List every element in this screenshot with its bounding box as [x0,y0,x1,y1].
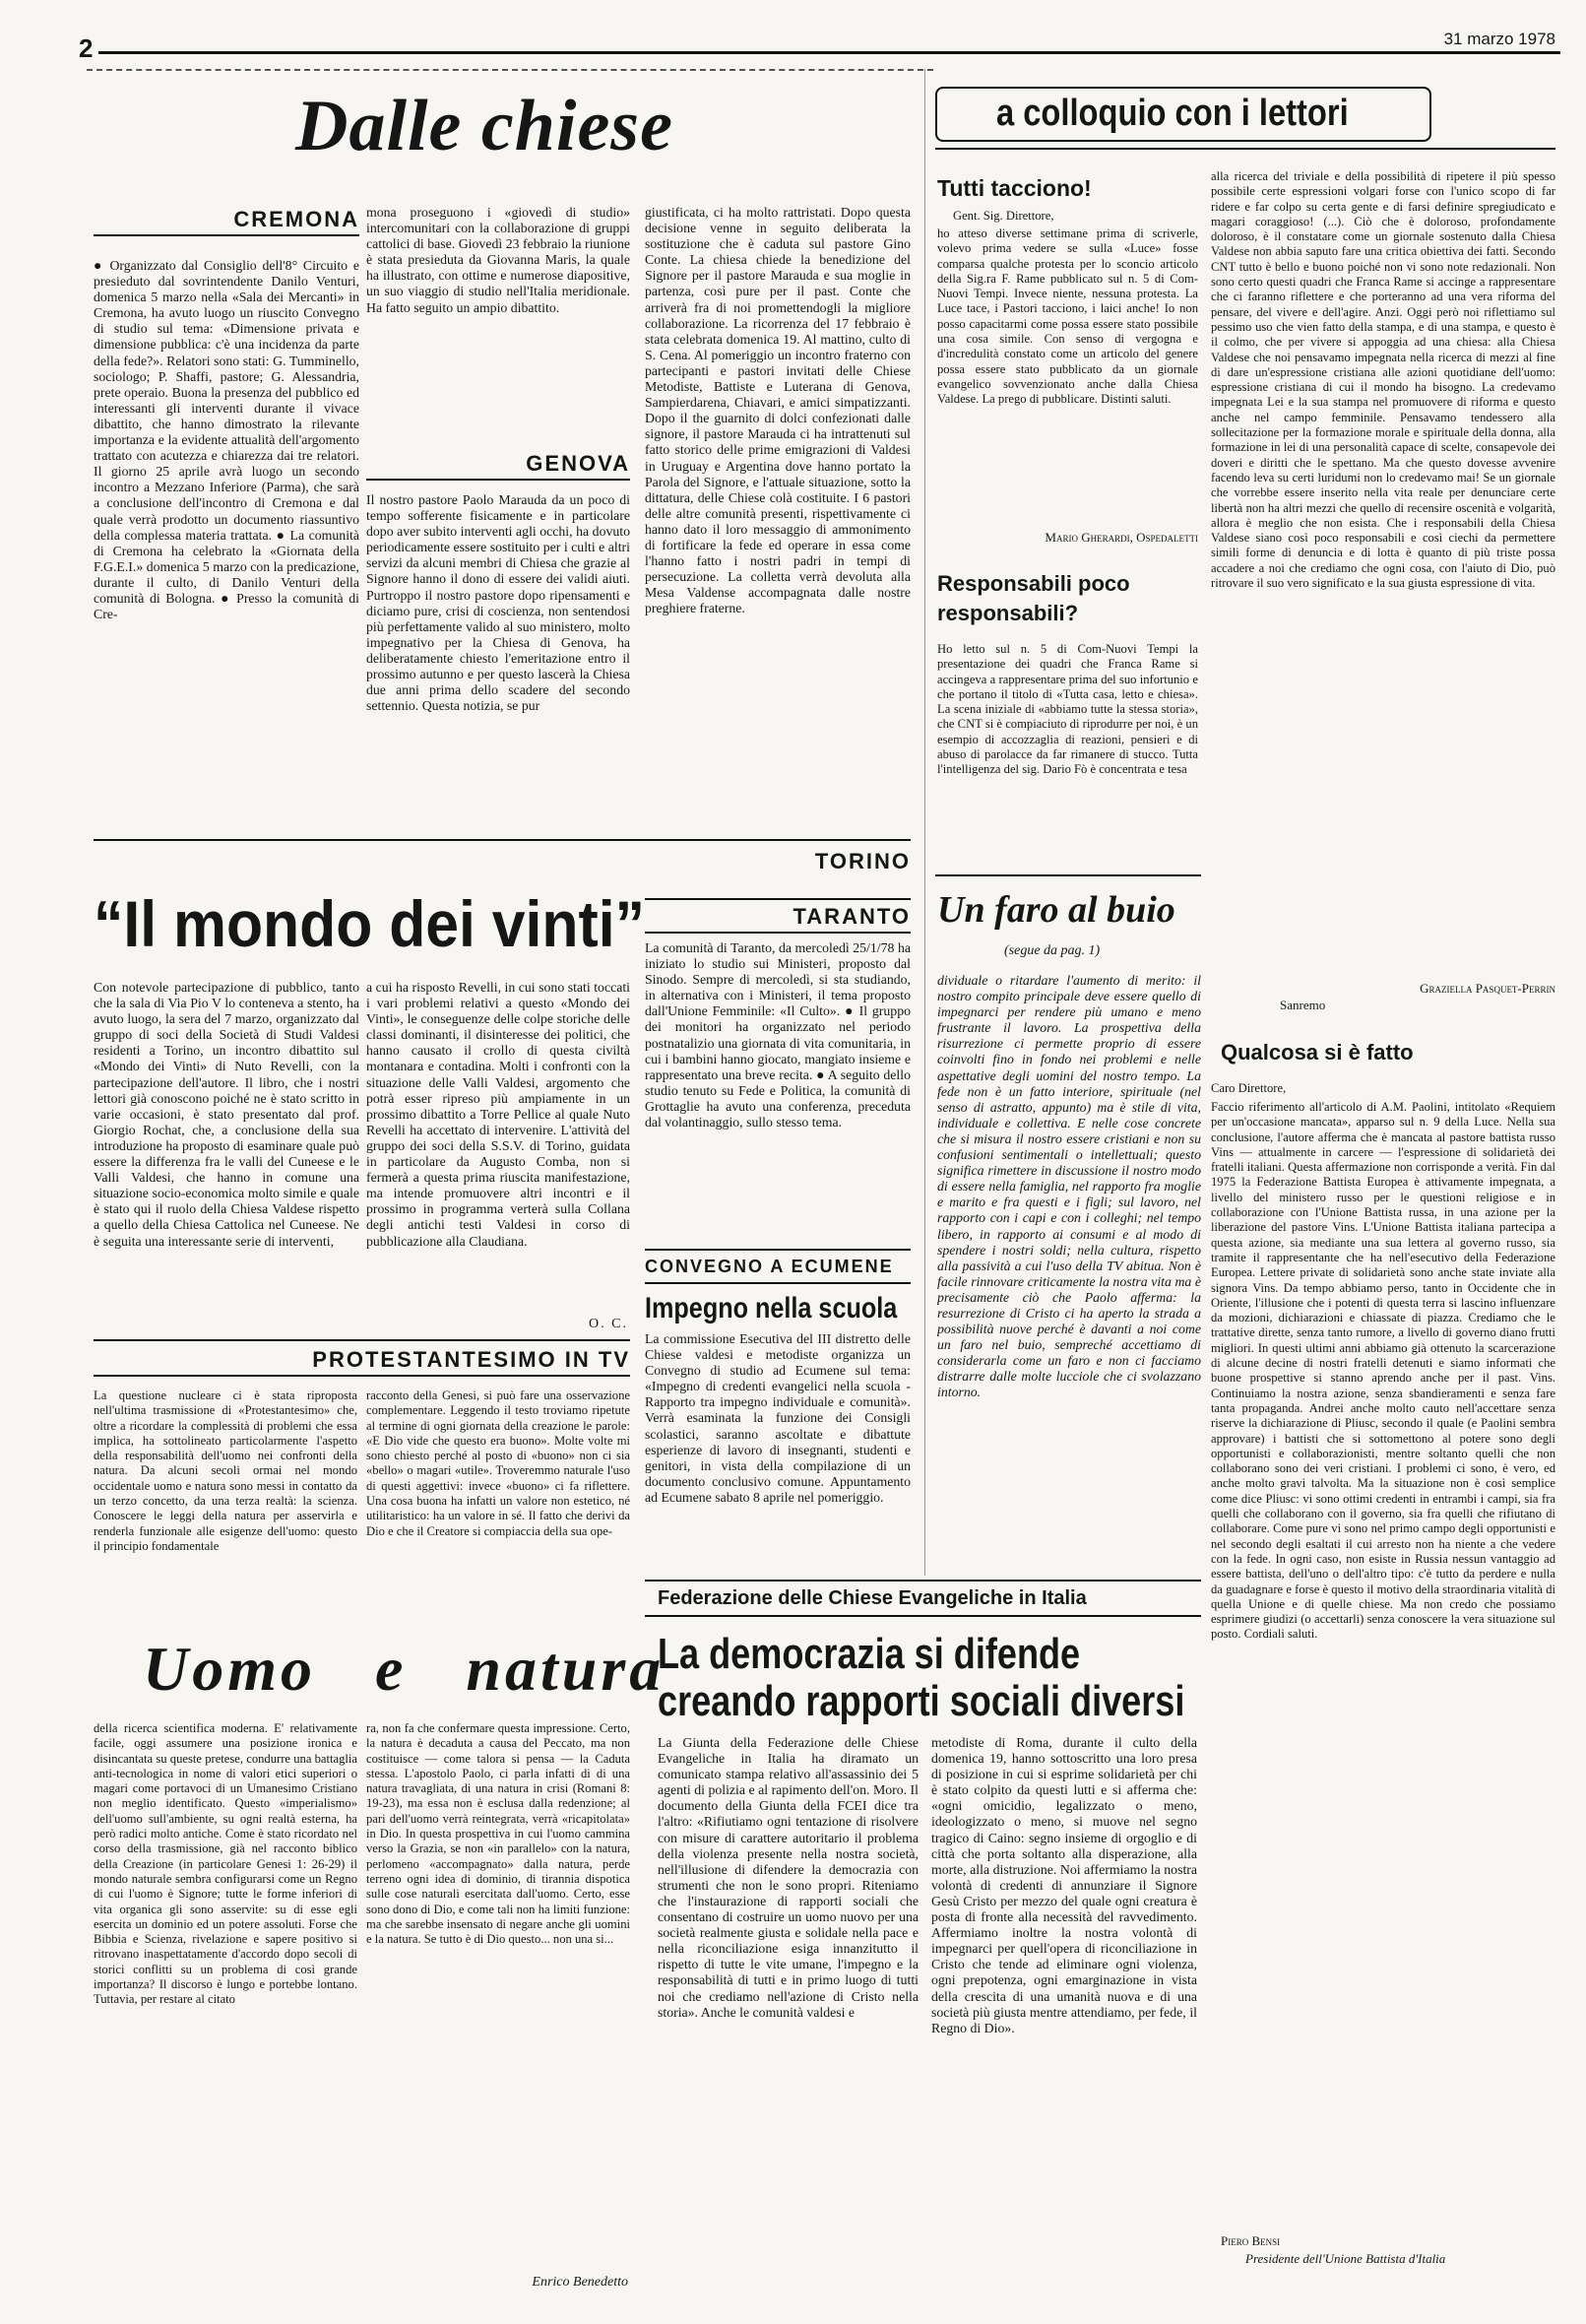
torino-text-col1: Con notevole partecipazione di pubblico, tanto che la sala di Via Pio V lo conteneva a stento, ha avuto luogo, la sera del 7 marzo, organizzato dal gruppo di soci della Società di Studi Valdesi residenti a Torino, un incontro dibattito sul «Mondo dei Vinti» di Nuto Revelli, con la partecipazione dell'autore. Il libro, che i nostri lettori già conoscono poiché ne è stato scritto in varie occasioni, è stato presentato dal prof. Giorgio Rochat, che, a conclusione della sua introduzione ha proposto di esaminare quale può essere la differenza fra le valli del Cuneese e le Valli Valdesi, che hanno in comune una situazione socio-economica molto simile e quale è stato qui il ruolo della Chiesa Valdese rispetto a quello della Chiesa Cattolica nel Cuneese. Ne è seguita una interessante serie di interventi, [94,980,359,1249]
cremona-text-col1: ● Organizzato dal Consiglio dell'8° Circuito e presieduto dal sovrintendente Danilo Venturi, domenica 5 marzo nella «Sala dei Mercanti» in Cremona, ha avuto luogo un riuscito Convegno di studio sul tema: «Dimensione privata e dimensione pubblica: c'è una incidenza da parte della fede?». Relatori sono stati: G. Tumminello, sociologo; P. Shaffi, pastore; G. Alessandria, prete operaio. Buona la presenza del pubblico ed interessanti gli interventi durante il vivace dibattito, che hanno dimostrato la rilevante importanza e la evidente attualità dell'argomento trattato con acutezza e chiarezza dai tre relatori. Il giorno 25 aprile avrà luogo un secondo incontro a Mezzano Inferiore (Parma), che sarà a conclusione dell'incontro di Cremona e dal quale verrà prodotto un documento riassuntivo della complessa materia trattata. ● La comunità di Cremona ha celebrato la «Giornata della F.G.E.I.» domenica 5 marzo con la predicazione, durante il culto, di Danilo Venturi della comunità di Bologna. ● Presso la comunità di Cre- [94,258,359,622]
taranto-rule [645,932,911,934]
lettori-right-col-text: alla ricerca del triviale e della possibilità di ripetere il più spesso possibile certe espressioni volgari forse con l'unico scopo di far ridere e far colpo su certa gente e di farsi definire spregiudicato e magari coraggioso! (...). Ciò che è doloroso, profondamente doloroso, è il constatare come un giornale sostenuto dalla Chiesa Valdese non abbia saputo fare una critica obiettiva dei fatti. Secondo CNT tutto è bello e buono poiché non vi sono note redazionali. Non sono certo questi quadri che Franca Rame si accinge a rappresentare che ci faranno riflettere e che porteranno ad una vera riforma del pensare, del vivere e dell'agire. Anzi. Oggi però noi riflettiamo sul pessimo uso che vien fatto della stampa, e di una stampa, e questo è il colmo, che per vivere si appoggia ad una chiesa: alla Chiesa Valdese che noi pensavamo impegnata nella ricerca di mezzi al fine di dare un'espressione cristiana alle azioni quotidiane dell'uomo: espressione cristiana di cui il mondo ha bisogno. La credevamo impegnata Lei e la sua stampa nel promuovere di riforma e questo anche nel campo femminile. Pensavamo tendessero alla sollecitazione per la formazione morale e spirituale della donna, alla formazione in lei di una personalità capace di scelte, consapevole dei doveri e diritti che le spettano. Ma che questo dovesse avvenire facendo leva su certi luridumi non lo credevamo mai! Se un giornale che vorrebbe essere inserito nella vita reale per denunciare certe libertà non ha altri mezzi che quello di recensire oscenità e volgarità, allora è meglio che non esista. Che i responsabili della Chiesa Valdese siano così poco responsabili e così ciechi da permettere simili forme di denuncia e di lotta è quanto di più triste possa accadere a noi che crediamo che ogni cosa, con l'aiuto di Dio, può ritrovare il suo vero significato e la sua giusta espressione di vita. [1211,169,1555,591]
taranto-heading: TARANTO [793,904,911,929]
torino-heading: TORINO [814,849,911,873]
uomo-natura-title: Uomo e natura [143,1634,666,1704]
genova-rule [366,479,630,481]
faro-title: Un faro al buio [937,889,1175,931]
tutti-tacciono-title: Tutti tacciono! [937,175,1092,201]
torino-signature: O. C. [589,1317,628,1331]
taranto-top-rule [645,898,911,900]
federazione-rule [645,1615,1201,1617]
lettori-right-col-place: Sanremo [1280,998,1326,1012]
qualcosa-role: Presidente dell'Unione Battista d'Italia [1245,2251,1446,2266]
cremona-heading: CREMONA [233,207,359,231]
protestantesimo-text-col3: della ricerca scientifica moderna. E' relativamente facile, oggi assumere una posizione ironica e disincantata su queste pretese, condurre una battaglia anti-tecnologica in nome di valori etici superiori o magari come portavoci di un Umanesimo Cristiano non meglio identificato. Questo «imperialismo» dell'uomo sull'ambiente, su ogni realtà esterna, ha però radici molto antiche. Come è stato ricordato nel corso della trasmissione, già nel racconto biblico della Creazione (in particolare Genesi 1: 26-29) il mondo naturale sembra configurarsi come un Regno di cui l'uomo è Signore; tutte le forme inferiori di vita organica gli sono asservite: su di esse egli esercita un dominio ed un potere assoluti. Forse che Bibbia e Scienza, rivelazione e sapere positivo si ritrovano inaspettatamente d'accordo dopo secoli di storici conflitti su un problema di così grande importanza? Il discorso è lungo e portebbe lontano. Tuttavia, per restare al citato [94,1721,357,2007]
convegno-title: Impegno nella scuola [645,1292,898,1324]
torino-top-rule [94,839,911,841]
federazione-text-col1: La Giunta della Federazione delle Chiese Evangeliche in Italia ha diramato un comunicato stampa relativo all'assassinio dei 5 agenti di polizia e al rapimento dell'on. Moro. Il documento della Giunta della FCEI dice tra l'altro: «Rifiutiamo ogni tentazione di risolvere con misure di carattere autoritario il problema della violenza presente nella nostra società, nell'illusione di difendere la democrazia con strumenti che non le sono propri. Riteniamo che l'instaurazione di rapporti sociali che consentano di costruire un uomo nuovo per una società realmente giusta e solidale nella pace e nella riconciliazione esiga innanzitutto il rispetto di tutte le vite umane, l'impegno e la responsabilità di tutti e in primo luogo di tutti noi che crediamo nell'azione di Cristo nella storia». Anche le comunità valdesi e [658,1735,919,2020]
tutti-tacciono-signature: Mario Gherardi, Ospedaletti [1045,530,1198,545]
convegno-text: La commissione Esecutiva del III distretto delle Chiese valdesi e metodiste organizza un Convegno di studio ad Ecumene sul tema: «Impegno di credenti evangelici nella scuola - Rapporto tra impegno individuale e comunità». Verrà esaminata la funzione dei Consigli scolastici, saranno ascoltate e dibattute esperienze di lavoro di insegnanti, studenti e genitori, in vista della compilazione di un documento conclusivo comune. Appuntamento ad Ecumene sabato 8 aprile nel pomeriggio. [645,1331,911,1505]
federazione-top-rule [645,1580,1201,1582]
federazione-banner: Federazione delle Chiese Evangeliche in Italia [658,1587,1087,1609]
federazione-text-col2: metodiste di Roma, durante il culto della domenica 19, hanno sottoscritto una loro presa di posizione in cui si esprime solidarietà per chi è stato colpito da questi lutti e si afferma che: «ogni omicidio, legalizzato o meno, ideologizzato o meno, si muove nel segno tragico di Caino: segno insieme di orgoglio e di città che porta soltanto alla disperazione, alla morte, alla distruzione. Noi affermiamo la nostra volontà di credenti di annunziare il Signore Gesù Cristo per mezzo del quale ogni creatura è posta di fronte alla necessità del ravvedimento. Affermiamo inoltre la nostra volontà di impegnarci per quell'opera di riconciliazione in Cristo che tende ad eliminare ogni violenza, ogni prepotenza, ogni emarginazione in vista della crescita di una umanità nuova e di una società più giusta mentre attendiamo, per fede, il Regno di Dio». [931,1735,1197,2035]
faro-subtitle: (segue da pag. 1) [1004,943,1101,958]
faro-text: dividuale o ritardare l'aumento di merito: il nostro compito principale deve essere quello di impegnarci per rendere più umano e meno frustrante il lavoro. La prospettiva della risurrezione ci permette proprio di essere coinvolti fino in fondo nei problemi e nelle aspettative degli uomini del nostro tempo. La fede non è un fatto interiore, spirituale (nel senso di astratto, appunto) ma è stile di vita, individuale e collettiva. E nelle cose concrete che si misura il nostro essere cristiani e non su confusioni sentimentali o intellettuali; questo significa rimettere in discussione il nostro modo di essere nella famiglia, nel rapporto fra moglie e marito e fra questi e i figli; sul lavoro, nel rapporto con i capi e con i colleghi; nel tempo libero, in rapporto ai consumi e al modo di spendere i nostri soldi; nella cultura, rispetto alla passività a cui l'uso della TV abitua. Non è facile rinnovare criticamente la nostra vita ma è precisamente ciò che Paolo afferma: la resurrezione di Cristo ci ha aperto la strada a possibilità nuove perché è davanti a noi come un faro nel buio, sempreché accettiamo di considerarla come un faro e non ci facciamo distrarre dalle molte lucciole che ci svolazzano intorno. [937,973,1201,1400]
lettori-right-col-signature: Graziella Pasquet-Perrin [1420,981,1555,996]
protestantesimo-top-rule [94,1339,630,1341]
protestantesimo-text-col2: racconto della Genesi, si può fare una osservazione complementare. Leggendo il testo troviamo ripetute al termine di ogni giornata della creazione le parole: «E Dio vide che questo era buono». Molte volte mi sono chiesto perché al posto di «buono» non ci sia «bello» o magari «utile». Troveremmo naturale l'uso di questi aggettivi: invece «buono» ci fa riflettere. Una cosa buona ha infatti un valore non estetico, né utilitaristico: ha un valore in sé. Il fatto che derivi da Dio e che il Creatore si compiaccia della sua ope- [366,1388,630,1538]
taranto-text: La comunità di Taranto, da mercoledì 25/1/78 ha iniziato lo studio sui Ministeri, proposto dal Sinodo. Sempre di mercoledì, si sta studiando, in alternativa con i Ministeri, il tema proposto dall'Unione Femminile: «Il Culto». ● Il gruppo dei monitori ha organizzato nel periodo postnatalizio una giornata di vita comunitaria, in cui i bambini hanno giocato, mangiato insieme e rappresentato una breve recita. ● A seguito dello studio tenuto su Fede e Politica, la comunità di Grottaglie ha avuto una conferenza, preceduta dal volantinaggio, sullo stesso tema. [645,940,911,1130]
federazione-title-line1: La democrazia si difende [658,1630,1081,1678]
genova-text-col3: giustificata, ci ha molto rattristati. Dopo questa decisione venne in seguito deliberata la sostituzione che è caduta sul pastore Gino Conte. La chiesa chiede la benedizione del Signore per il pastore Marauda e sua moglie in partenza, così pure per il past. Conte che arriverà fra di noi promettendogli la migliore collaborazione. La ricorrenza del 17 febbraio è stata celebrata domenica 19. Al mattino, culto di S. Cena. Al pomeriggio un incontro fraterno con partecipanti e pastori invitati delle Chiese Metodiste, Battiste e Luterana di Genova, Sampierdarena, Chiavari, e amici simpatizzanti. Dopo il the guarnito di dolci confezionati dalle signore, il pastore Marauda ci ha intrattenuti sul fatto storico delle prime emigrazioni di Valdesi in Uruguay e Argentina dove hanno portato la Parola del Signore, e l'attuale situazione, sotto la dittatura, delle Chiese colà costituite. I 6 pastori delle altre comunità presenti, rispettivamente ci hanno dato il loro messaggio di ammonimento di fortificare la fede ed operare in essa come l'hanno fatto i nostri padri in tempi di persecuzione. La colletta verrà devoluta alla Mesa Valdense accompagnata dalle nostre preghiere fraterne. [645,205,911,616]
responsabili-title: Responsabili poco responsabili? [937,571,1130,625]
protestantesimo-heading: PROTESTANTESIMO IN TV [312,1347,630,1372]
protestantesimo-rule [94,1375,630,1377]
convegno-heading: CONVEGNO A ECUMENE [645,1257,894,1276]
torino-text-col2: a cui ha risposto Revelli, in cui sono stati toccati i vari problemi relativi a questo «Mondo dei Vinti», le conseguenze delle colpe storiche delle classi dominanti, il disinteresse dei politici, che hanno causato il crollo di questa civiltà montanara e contadina. Molti i confronti con la situazione delle Valli Valdesi, argomento che potrà esser ripreso più ampiamente in un prossimo dibattito a Torre Pellice al quale Nuto Revelli ha accettato di intervenire. L'attività del gruppo dei soci della S.S.V. di Torino, guidata in particolare da Augusto Comba, non si fermerà a questa prima riuscita manifestazione, ma intende promuovere altri incontri e il prossimo in programma verterà sulla Collana degli antichi testi Valdesi in corso di pubblicazione alla Claudiana. [366,980,630,1249]
protestantesimo-signature: Enrico Benedetto [532,2275,628,2290]
tutti-tacciono-text: ho atteso diverse settimane prima di scriverle, volevo prima vedere se sulla «Luce» fosse comparsa qualche protesta per lo sconcio articolo della Sig.ra F. Rame pubblicato sul n. 5 di Com-Nuovi Tempi. Invece niente, nessuna protesta. La Luce tace, i Pastori tacciono, i laici anche! Io non posso capacitarmi come possa essere stato possibile una cosa simile. Con senso di vergogna e d'incredulità constato come un articolo del genere possa essere stato pubblicato da un giornale evangelico sovvenzionato anche dalla Chiesa Valdese. La prego di pubblicare. Distinti saluti. [937,226,1198,407]
page-date: 31 marzo 1978 [1443,30,1555,48]
cremona-text-col2: mona proseguono i «giovedì di studio» intercomunitari con la collaborazione di gruppi cattolici di base. Giovedì 23 febbraio la riunione è stata presieduta da Giovanna Maris, la quale ha illustrato, con ottime e numerose diapositive, un suo viaggio di studio nell'Italia meridionale. Ha fatto seguito un ampio dibattito. [366,205,630,315]
protestantesimo-text-col4: ra, non fa che confermare questa impressione. Certo, la natura è decaduta a causa del Peccato, ma non costituisce — come talora si pensa — la Caduta stessa. L'apostolo Paolo, ci parla infatti di di una natura travagliata, di una natura in crisi (Romani 8: 19-23), ma essa non è esclusa dalla redenzione; al pari dell'uomo verrà reintegrata, verrà «ricapitolata» in Dio. In questa prospettiva in cui l'uomo cammina verso la Grazia, se non «in parallelo» con la natura, perlomeno «accompagnato» dalla natura, perde terreno ogni idea di dominio, di tirannia dispotica sulle cose naturali esercitata dall'uomo. Certo, esse sono dono di Dio, e come tali non ha limiti funzione: ma che sarebbe insensato di negare anche gli uomini e la natura. Se tutto è di Dio questo... non una si... [366,1721,630,1947]
dalle-chiese-title: Dalle chiese [295,86,673,166]
header-rule [98,51,1560,54]
faro-top-rule [935,874,1201,876]
qualcosa-title: Qualcosa si è fatto [1221,1040,1414,1065]
lettori-banner: a colloquio con i lettori [996,93,1349,134]
convegno-rule [645,1282,911,1284]
responsabili-text: Ho letto sul n. 5 di Com-Nuovi Tempi la presentazione dei quadri che Franca Rame si accingeva a rappresentare prima del suo infortunio e che portano il titolo di «Tutta casa, letto e chiesa». La scena iniziale di «abbiamo tutte la stessa storia», che CNT si è compiaciuto di riprodurre per noi, è un esempio di accozzaglia di reazioni, pensieri e di abuso di parolacce da far rimanere di stucco. Tutta l'intelligenza del sig. Dario Fò è concentrata e tesa [937,642,1198,777]
qualcosa-text: Faccio riferimento all'articolo di A.M. Paolini, intitolato «Requiem per un'occasione mancata», apparso sul n. 9 della Luce. Nella sua conclusione, l'autore afferma che è mancata al pastore battista russo Vins — attualmente in carcere — l'espressione di solidarietà dei fratelli italiani. Questa affermazione non corrisponde a verità. Fin dal 1975 la Federazione Battista Europea è attivamente impegnata, a livello del ministero russo per le questioni religiose e in collaborazione con l'Unione Battista russa, in una azione per la liberazione del pastore Vins. L'Unione Battista italiana partecipa a questa azione, sia mediante una sua lettera al governo russo, sia tramite il rappresentante che ha nell'esecutivo della Federazione Europea. Lettere private di solidarietà sono anche state inviate alla signora Vins. Da tempo abbiamo perso, tanto in Occidente che in Oriente, l'illusione che i potenti di questa terra si lascino influenzare da mozioni, dichiarazioni e chiassate di piazza. Crediamo che le trattative dirette, senza tanto rumore, a livello di governo diano frutti migliori. In questi ultimi anni abbiamo già ottenuto la scarcerazione di alcune decine di nostri fratelli detenuti e siamo informati che buone prospettive si stanno aprendo anche per il past. Vins. Continuiamo la nostra azione, senza sbandieramenti e senza fare tanta propaganda. Andrei anche molto cauto nell'accettare senza riserve la dichiarazione di Pliusc, secondo il quale (e Paolini sembra approvare) i battisti che si sottomettono al potere sono degli opportunisti e collaborazionisti, mentre soltanto quelli che non collaborano sono dei veri cristiani. I problemi ci sono, è vero, ed anche molto gravi talvolta. Ma la situazione non è così semplice come dice Pliusc: vi sono ottimi credenti in entrambi i campi, sia fra quelli che collaborano con il governo, sia fra quelli che rifiutano di collaborare. Come pure vi sono nel primo campo degli opportunisti e nel secondo degli esaltati il cui arresto non ha niente a che vedere con la fede. In ogni caso, non esiste in Russia nessun vantaggio ad essere battista, dell'uno o dell'altro tipo: c'è tutto da perdere e nulla da guadagnare e forse è questo il motivo della straordinaria vitalità di quella Unione e di quelle chiese. Ma non credo che possiamo esprimere giudizi (o accettarli) senza conoscere la vera situazione sul posto. Cordiali saluti. [1211,1100,1555,1642]
genova-heading: GENOVA [526,451,630,476]
genova-text-col2: Il nostro pastore Paolo Marauda da un poco di tempo sofferente fisicamente e in particolare dopo aver subito interventi agli occhi, ha dovuto periodicamente essere sostituito per i culti e altri servizi da alcuni membri di Chiesa che grazie al Signore hanno il dono di essere dei validi aiuti. Purtroppo il nostro pastore dopo ripensamenti e diciamo pure, crisi di coscienza, non sentendosi più perfettamente valido al suo ministero, molto impegnativo per la Chiesa di Genova, ha deliberatamente chiesto l'emeritazione entro il prossimo autunno e per questo lascerà la Chiesa due anni prima dello scadere del secondo settennio. Questa notizia, se pur [366,492,630,714]
convegno-top-rule [645,1249,911,1251]
page-number: 2 [79,33,94,63]
column-separator [924,69,925,1576]
torino-title: “Il mondo dei vinti” [94,887,645,960]
cremona-rule [94,234,359,236]
qualcosa-signature: Piero Bensi [1221,2233,1281,2248]
qualcosa-salutation: Caro Direttore, [1211,1081,1287,1095]
lettori-rule [935,148,1555,150]
protestantesimo-text-col1: La questione nucleare ci è stata riproposta nell'ultima trasmissione di «Protestantesimo» che, oltre a ricordare la complessità di problemi che essa implica, ha sottolineato particolarmente l'aspetto della responsabilità dell'uomo nei confronti della natura. Da alcuni secoli ormai nel mondo occidentale uomo e natura sono messi in contatto da un terzo concetto, da una terza realtà: la scienza. Conoscere le leggi della natura per asservirla e renderla funzionale alle esigenze dell'uomo: questo il principio fondamentale [94,1388,357,1553]
federazione-title-line2: creando rapporti sociali diversi [658,1677,1185,1725]
tutti-tacciono-salutation: Gent. Sig. Direttore, [953,209,1054,223]
